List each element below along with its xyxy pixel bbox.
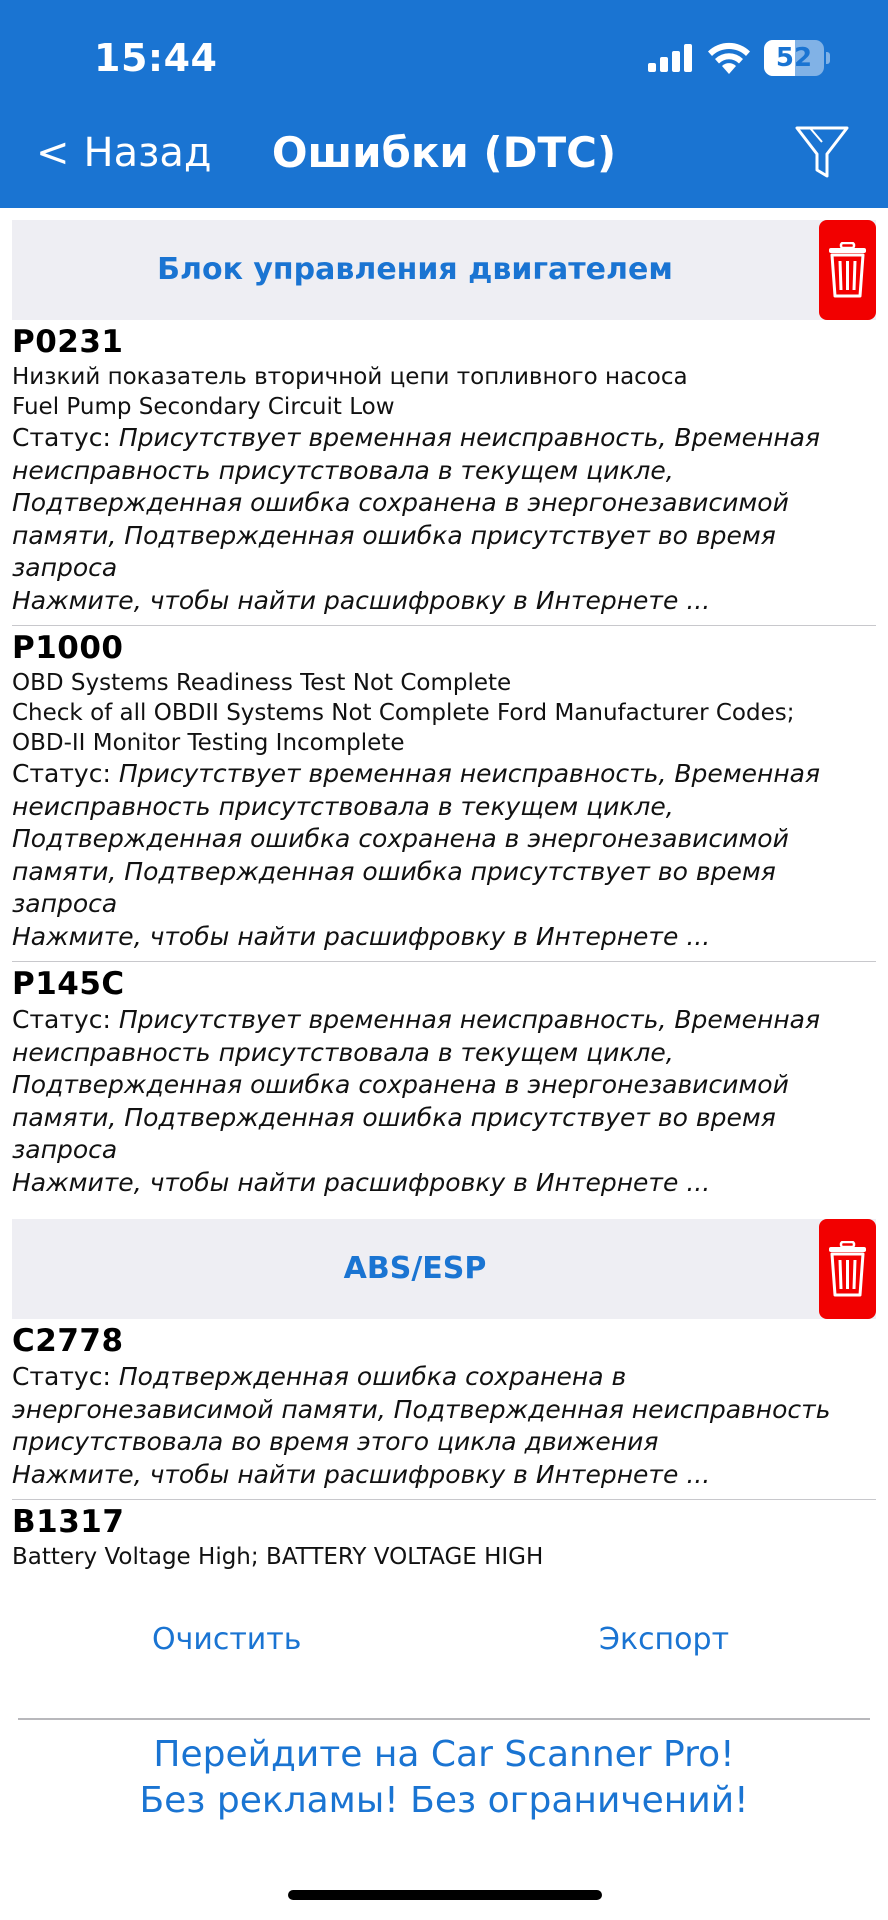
dtc-code: P0231 (12, 324, 124, 360)
cellular-signal-icon (648, 44, 694, 72)
dtc-item[interactable] (12, 1319, 876, 1500)
delete-section-button[interactable] (819, 220, 876, 320)
trash-icon (827, 1241, 868, 1297)
dtc-description: Check of all OBDII Systems Not Complete Ford Manufacturer Codes; (12, 700, 795, 726)
back-button-label: Назад (83, 130, 212, 176)
search-online-link[interactable]: Нажмите, чтобы найти расшифровку в Интернете ... (12, 1167, 711, 1197)
dtc-code: B1317 (12, 1504, 125, 1540)
dtc-code: P1000 (12, 630, 124, 666)
section-title: ABS/ESP (343, 1251, 487, 1286)
search-online-link[interactable]: Нажмите, чтобы найти расшифровку в Интернете ... (12, 585, 711, 615)
upgrade-pro-banner[interactable] (0, 1728, 888, 1838)
filter-icon[interactable] (794, 124, 850, 182)
dtc-status: Статус: Присутствует временная неисправность, Временная неисправность присутствовала в текущем цикле, Подтвержденная ошибка сохранена в энергонезависимой памяти, Подтвержденная ошибка присутствует во время запроса (12, 1005, 821, 1164)
dtc-item[interactable] (12, 962, 876, 1207)
dtc-code: P145C (12, 966, 125, 1002)
battery-percent: 52 (775, 43, 813, 73)
export-button[interactable]: Экспорт (599, 1622, 730, 1657)
section-header-engine (12, 220, 876, 320)
delete-section-button[interactable] (819, 1219, 876, 1319)
dtc-item[interactable] (12, 320, 876, 626)
dtc-description: Низкий показатель вторичной цепи топливного насоса (12, 364, 688, 390)
section-title: Блок управления двигателем (157, 252, 673, 287)
battery-icon (764, 40, 830, 76)
navigation-bar (0, 0, 888, 208)
bottom-actions (0, 1622, 888, 1662)
search-online-link[interactable]: Нажмите, чтобы найти расшифровку в Интернете ... (12, 921, 711, 951)
dtc-description: OBD-II Monitor Testing Incomplete (12, 730, 405, 756)
dtc-list (0, 208, 888, 1580)
ad-line-2: Без рекламы! Без ограничений! (139, 1780, 749, 1821)
dtc-description: OBD Systems Readiness Test Not Complete (12, 670, 512, 696)
dtc-code: C2778 (12, 1323, 124, 1359)
status-time: 15:44 (94, 36, 218, 80)
dtc-status: Статус: Присутствует временная неисправность, Временная неисправность присутствовала в текущем цикле, Подтвержденная ошибка сохранена в энергонезависимой памяти, Подтвержденная ошибка присутствует во время запроса (12, 759, 821, 918)
dtc-status: Статус: Присутствует временная неисправность, Временная неисправность присутствовала в текущем цикле, Подтвержденная ошибка сохранена в энергонезависимой памяти, Подтвержденная ошибка присутствует во время запроса (12, 423, 821, 582)
clear-button[interactable]: Очистить (152, 1622, 302, 1657)
search-online-link[interactable]: Нажмите, чтобы найти расшифровку в Интернете ... (12, 1459, 711, 1489)
divider (18, 1718, 870, 1720)
dtc-status: Статус: Подтвержденная ошибка сохранена в энергонезависимой памяти, Подтвержденная неисправность присутствовала во время этого цикла движения (12, 1362, 831, 1456)
dtc-item[interactable] (12, 626, 876, 962)
section-header-abs (12, 1219, 876, 1319)
dtc-description: Fuel Pump Secondary Circuit Low (12, 394, 395, 420)
trash-icon (827, 242, 868, 298)
dtc-description: Battery Voltage High; BATTERY VOLTAGE HIGH (12, 1544, 544, 1570)
home-indicator (288, 1890, 602, 1900)
back-chevron-icon: < (36, 130, 70, 176)
back-button[interactable] (36, 130, 212, 176)
dtc-item[interactable] (12, 1500, 876, 1580)
page-title: Ошибки (DTC) (271, 128, 617, 177)
wifi-icon (708, 40, 750, 74)
ad-line-1: Перейдите на Car Scanner Pro! (153, 1734, 735, 1775)
